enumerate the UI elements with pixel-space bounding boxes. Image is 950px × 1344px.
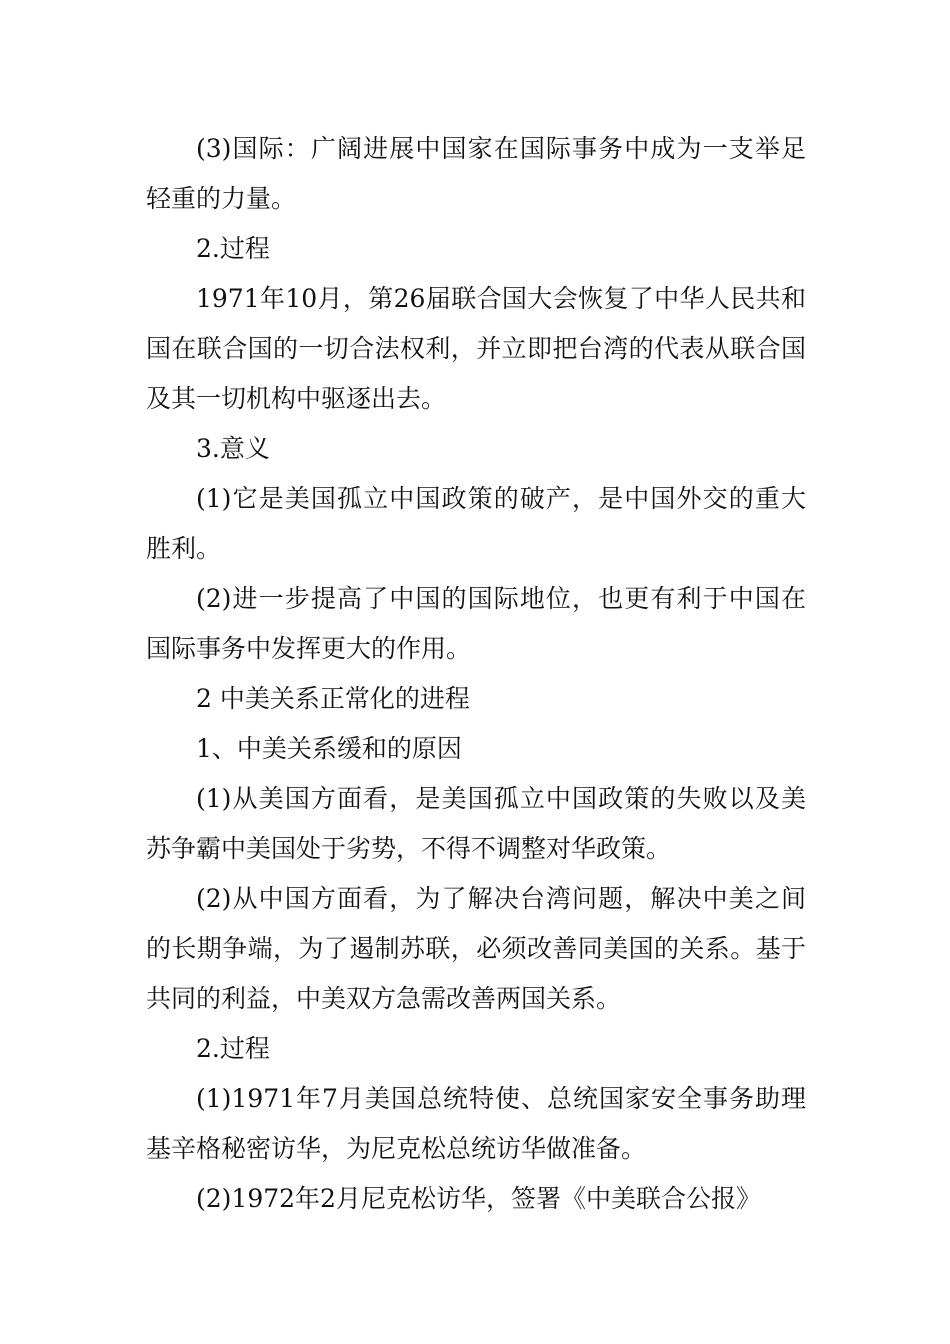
paragraph-reason-us: (1)从美国方面看，是美国孤立中国政策的失败以及美苏争霸中美国处于劣势，不得不调整对华政策。 [146, 784, 806, 863]
paragraph-kissinger-visit: (1)1971年7月美国总统特使、总统国家安全事务助理基辛格秘密访华，为尼克松总统访华做准备。 [146, 1084, 806, 1163]
heading-reasons: 1、中美关系缓和的原因 [196, 734, 462, 763]
paragraph-un-restoration: 1971年10月，第26届联合国大会恢复了中华人民共和国在联合国的一切合法权利，并立即把台湾的代表从联合国及其一切机构中驱逐出去。 [146, 284, 806, 413]
heading-process: 2.过程 [196, 234, 270, 263]
paragraph-reason-china: (2)从中国方面看，为了解决台湾问题，解决中美之间的长期争端，为了遏制苏联，必须改善同美国的关系。基于共同的利益，中美双方急需改善两国关系。 [146, 884, 806, 1013]
paragraph-nixon-visit: (2)1972年2月尼克松访华，签署《中美联合公报》 [196, 1184, 761, 1213]
section-heading-normalization: 2 中美关系正常化的进程 [196, 684, 470, 713]
paragraph-significance-2: (2)进一步提高了中国的国际地位，也更有利于中国在国际事务中发挥更大的作用。 [146, 584, 806, 663]
paragraph-international: (3)国际：广阔进展中国家在国际事务中成为一支举足轻重的力量。 [146, 134, 806, 213]
heading-significance: 3.意义 [196, 434, 270, 463]
paragraph-significance-1: (1)它是美国孤立中国政策的破产，是中国外交的重大胜利。 [146, 484, 806, 563]
heading-process-2: 2.过程 [196, 1034, 270, 1063]
